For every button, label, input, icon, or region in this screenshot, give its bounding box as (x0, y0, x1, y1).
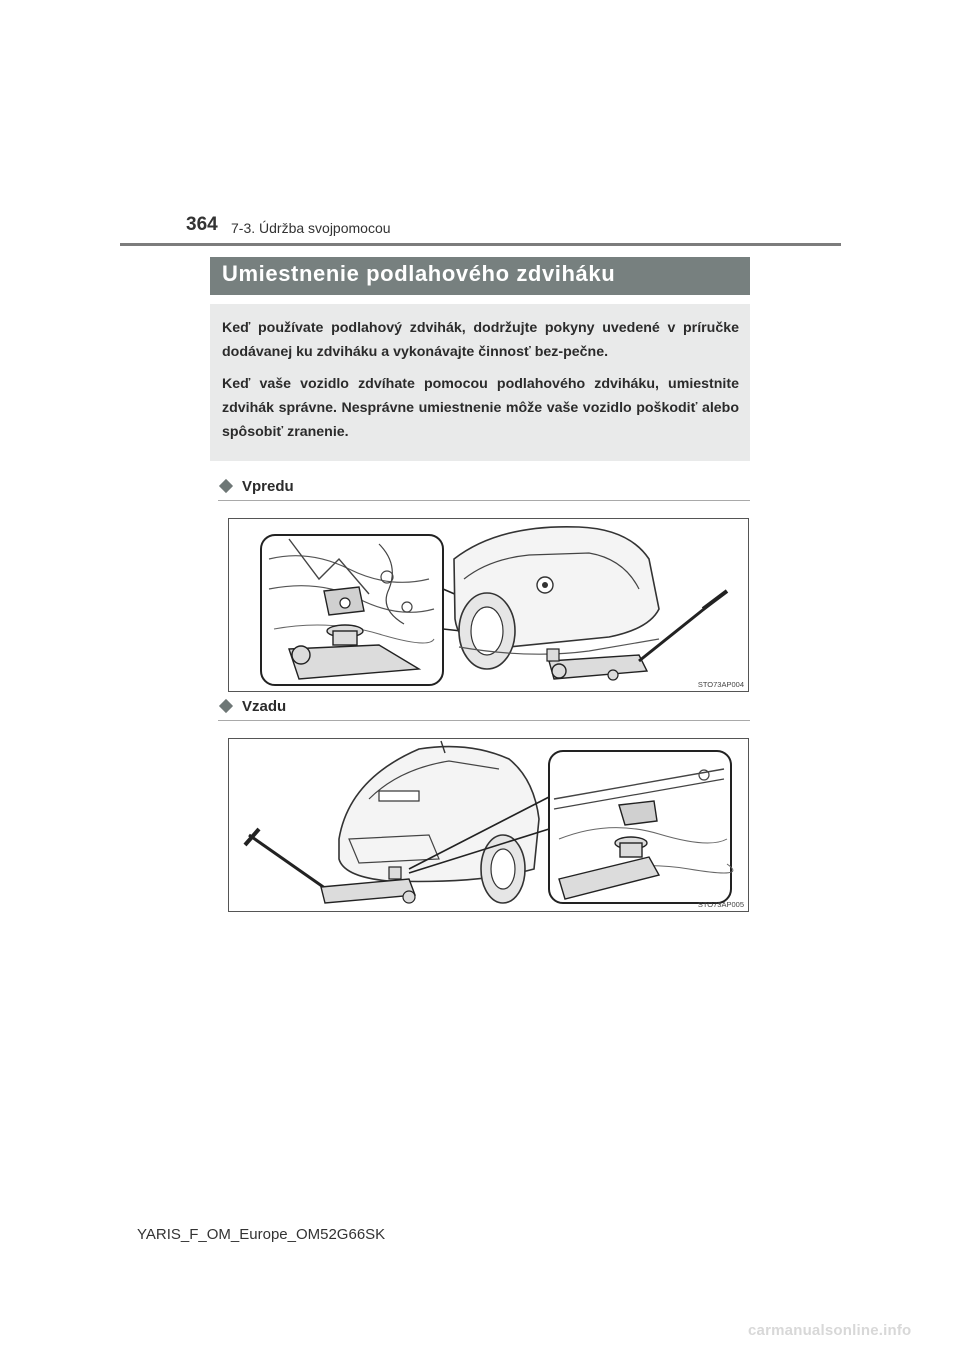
subheading-label: Vzadu (242, 698, 287, 715)
figure-front-jack-point (228, 518, 749, 692)
figure-code: STO73AP005 (697, 900, 744, 909)
page-number: 364 (186, 214, 218, 235)
info-paragraph: Keď vaše vozidlo zdvíhate pomocou podlahového zdviháku, umiestnite zdvihák správne. Nesprávne umiestnenie môže vaše vozidlo poškodiť alebo spôsobiť zranenie. (222, 376, 739, 440)
diamond-bullet-icon (219, 479, 233, 493)
figure-code: STO73AP004 (697, 680, 744, 689)
figure-rear-jack-point (228, 738, 749, 912)
document-reference: YARIS_F_OM_Europe_OM52G66SK (137, 1226, 386, 1243)
subheading-rear (218, 698, 750, 721)
front-jack-illustration (229, 519, 748, 691)
info-box (210, 304, 750, 461)
watermark: carmanualsonline.info (748, 1322, 912, 1339)
diamond-bullet-icon (219, 699, 233, 713)
info-paragraph: Keď používate podlahový zdvihák, dodržujte pokyny uvedené v príručke dodávanej ku zdviháku a vykonávajte činnosť bez-pečne. (222, 320, 739, 360)
section-title-bar (210, 257, 750, 295)
subheading-label: Vpredu (242, 478, 294, 495)
page-title: Umiestnenie podlahového zdviháku (222, 261, 616, 286)
subheading-front (218, 478, 750, 501)
header-divider (120, 243, 841, 246)
rear-jack-illustration (229, 739, 748, 911)
section-reference: 7-3. Údržba svojpomocou (231, 220, 391, 236)
